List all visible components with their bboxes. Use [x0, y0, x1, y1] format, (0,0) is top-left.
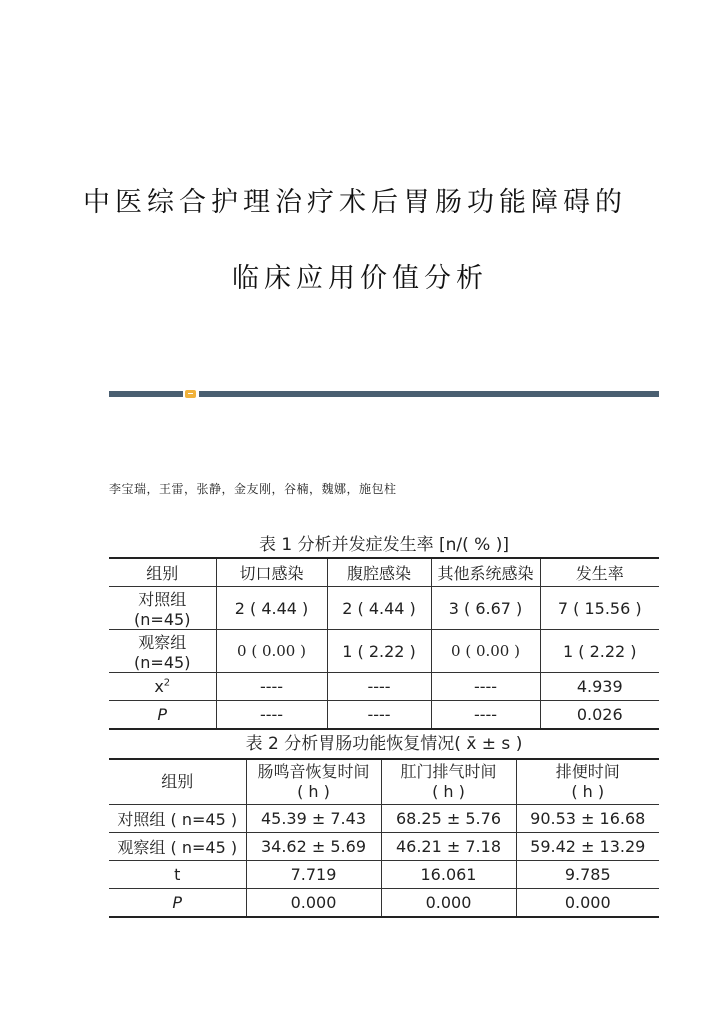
divider-tag-icon [185, 390, 196, 398]
table-row [109, 587, 659, 630]
header-unit: ( h ) [297, 782, 330, 801]
table-header-row [109, 558, 659, 587]
group-cell: 对照组 ( n=45 ) [109, 805, 246, 833]
group-cell: 观察组 ( n=45 ) [109, 833, 246, 861]
data-cell: ---- [431, 673, 540, 701]
data-cell: 2 ( 4.44 ) [327, 587, 431, 630]
table-row [109, 673, 659, 701]
header-unit: ( h ) [571, 782, 605, 801]
title-divider [109, 390, 659, 397]
document-title-line-1: 中医综合护理治疗术后胃肠功能障碍的 [83, 187, 627, 218]
stat-label-cell [109, 673, 216, 701]
table-row [109, 889, 659, 918]
data-cell: 0.000 [516, 889, 659, 918]
data-cell: 34.62 ± 5.69 [246, 833, 381, 861]
data-cell: 0 ( 0.00 ) [216, 630, 327, 673]
table-row [109, 701, 659, 730]
stat-label-cell: t [109, 861, 246, 889]
data-cell: 4.939 [540, 673, 659, 701]
header-line: 肛门排气时间 [400, 762, 497, 781]
data-cell: ---- [327, 701, 431, 730]
table-header-row [109, 759, 659, 805]
data-cell: 0.000 [246, 889, 381, 918]
data-cell: 0 ( 0.00 ) [431, 630, 540, 673]
group-cell: 观察组 (n=45) [109, 630, 216, 673]
divider-bar-right [199, 391, 659, 397]
header-cell: 其他系统感染 [431, 558, 540, 587]
data-cell: 59.42 ± 13.29 [516, 833, 659, 861]
header-cell [516, 759, 659, 805]
stat-label-cell: P [109, 889, 246, 918]
data-cell: 0.000 [381, 889, 516, 918]
data-cell: 45.39 ± 7.43 [246, 805, 381, 833]
table-row [109, 805, 659, 833]
data-cell: 3 ( 6.67 ) [431, 587, 540, 630]
header-line: 组别 [161, 772, 194, 791]
divider-bar-left [109, 391, 183, 397]
table-row [109, 630, 659, 673]
header-line: 排便时间 [555, 762, 620, 781]
data-cell: 46.21 ± 7.18 [381, 833, 516, 861]
data-cell: ---- [216, 673, 327, 701]
data-cell: 7.719 [246, 861, 381, 889]
header-cell: 组别 [109, 558, 216, 587]
data-cell: ---- [327, 673, 431, 701]
data-cell: ---- [431, 701, 540, 730]
data-cell: 2 ( 4.44 ) [216, 587, 327, 630]
header-cell: 切口感染 [216, 558, 327, 587]
header-cell [109, 759, 246, 805]
table-row [109, 833, 659, 861]
header-line: 肠鸣音恢复时间 [257, 762, 370, 781]
stat-label-cell: P [109, 701, 216, 730]
data-cell: ---- [216, 701, 327, 730]
data-cell: 9.785 [516, 861, 659, 889]
group-cell: 对照组 (n=45) [109, 587, 216, 630]
table-2-gi-recovery [109, 758, 659, 918]
data-cell: 1 ( 2.22 ) [540, 630, 659, 673]
header-cell: 腹腔感染 [327, 558, 431, 587]
chi-square-label: x [154, 677, 164, 696]
header-unit: ( h ) [432, 782, 465, 801]
table-2-caption: 表 2 分析胃肠功能恢复情况( x̄ ± s ) [245, 734, 523, 754]
table-1-caption: 表 1 分析并发症发生率 [n/( % )] [258, 535, 510, 555]
table-row [109, 861, 659, 889]
table-1-complications [109, 557, 659, 730]
chi-square-superscript: 2 [163, 677, 171, 689]
header-cell: 发生率 [540, 558, 659, 587]
data-cell: 68.25 ± 5.76 [381, 805, 516, 833]
data-cell: 7 ( 15.56 ) [540, 587, 659, 630]
header-cell [246, 759, 381, 805]
data-cell: 0.026 [540, 701, 659, 730]
data-cell: 1 ( 2.22 ) [327, 630, 431, 673]
author-list: 李宝瑞，王雷，张静，金友刚，谷楠，魏娜，施包柱 [109, 482, 397, 496]
header-cell [381, 759, 516, 805]
data-cell: 16.061 [381, 861, 516, 889]
data-cell: 90.53 ± 16.68 [516, 805, 659, 833]
document-title-line-2: 临床应用价值分析 [232, 263, 488, 294]
